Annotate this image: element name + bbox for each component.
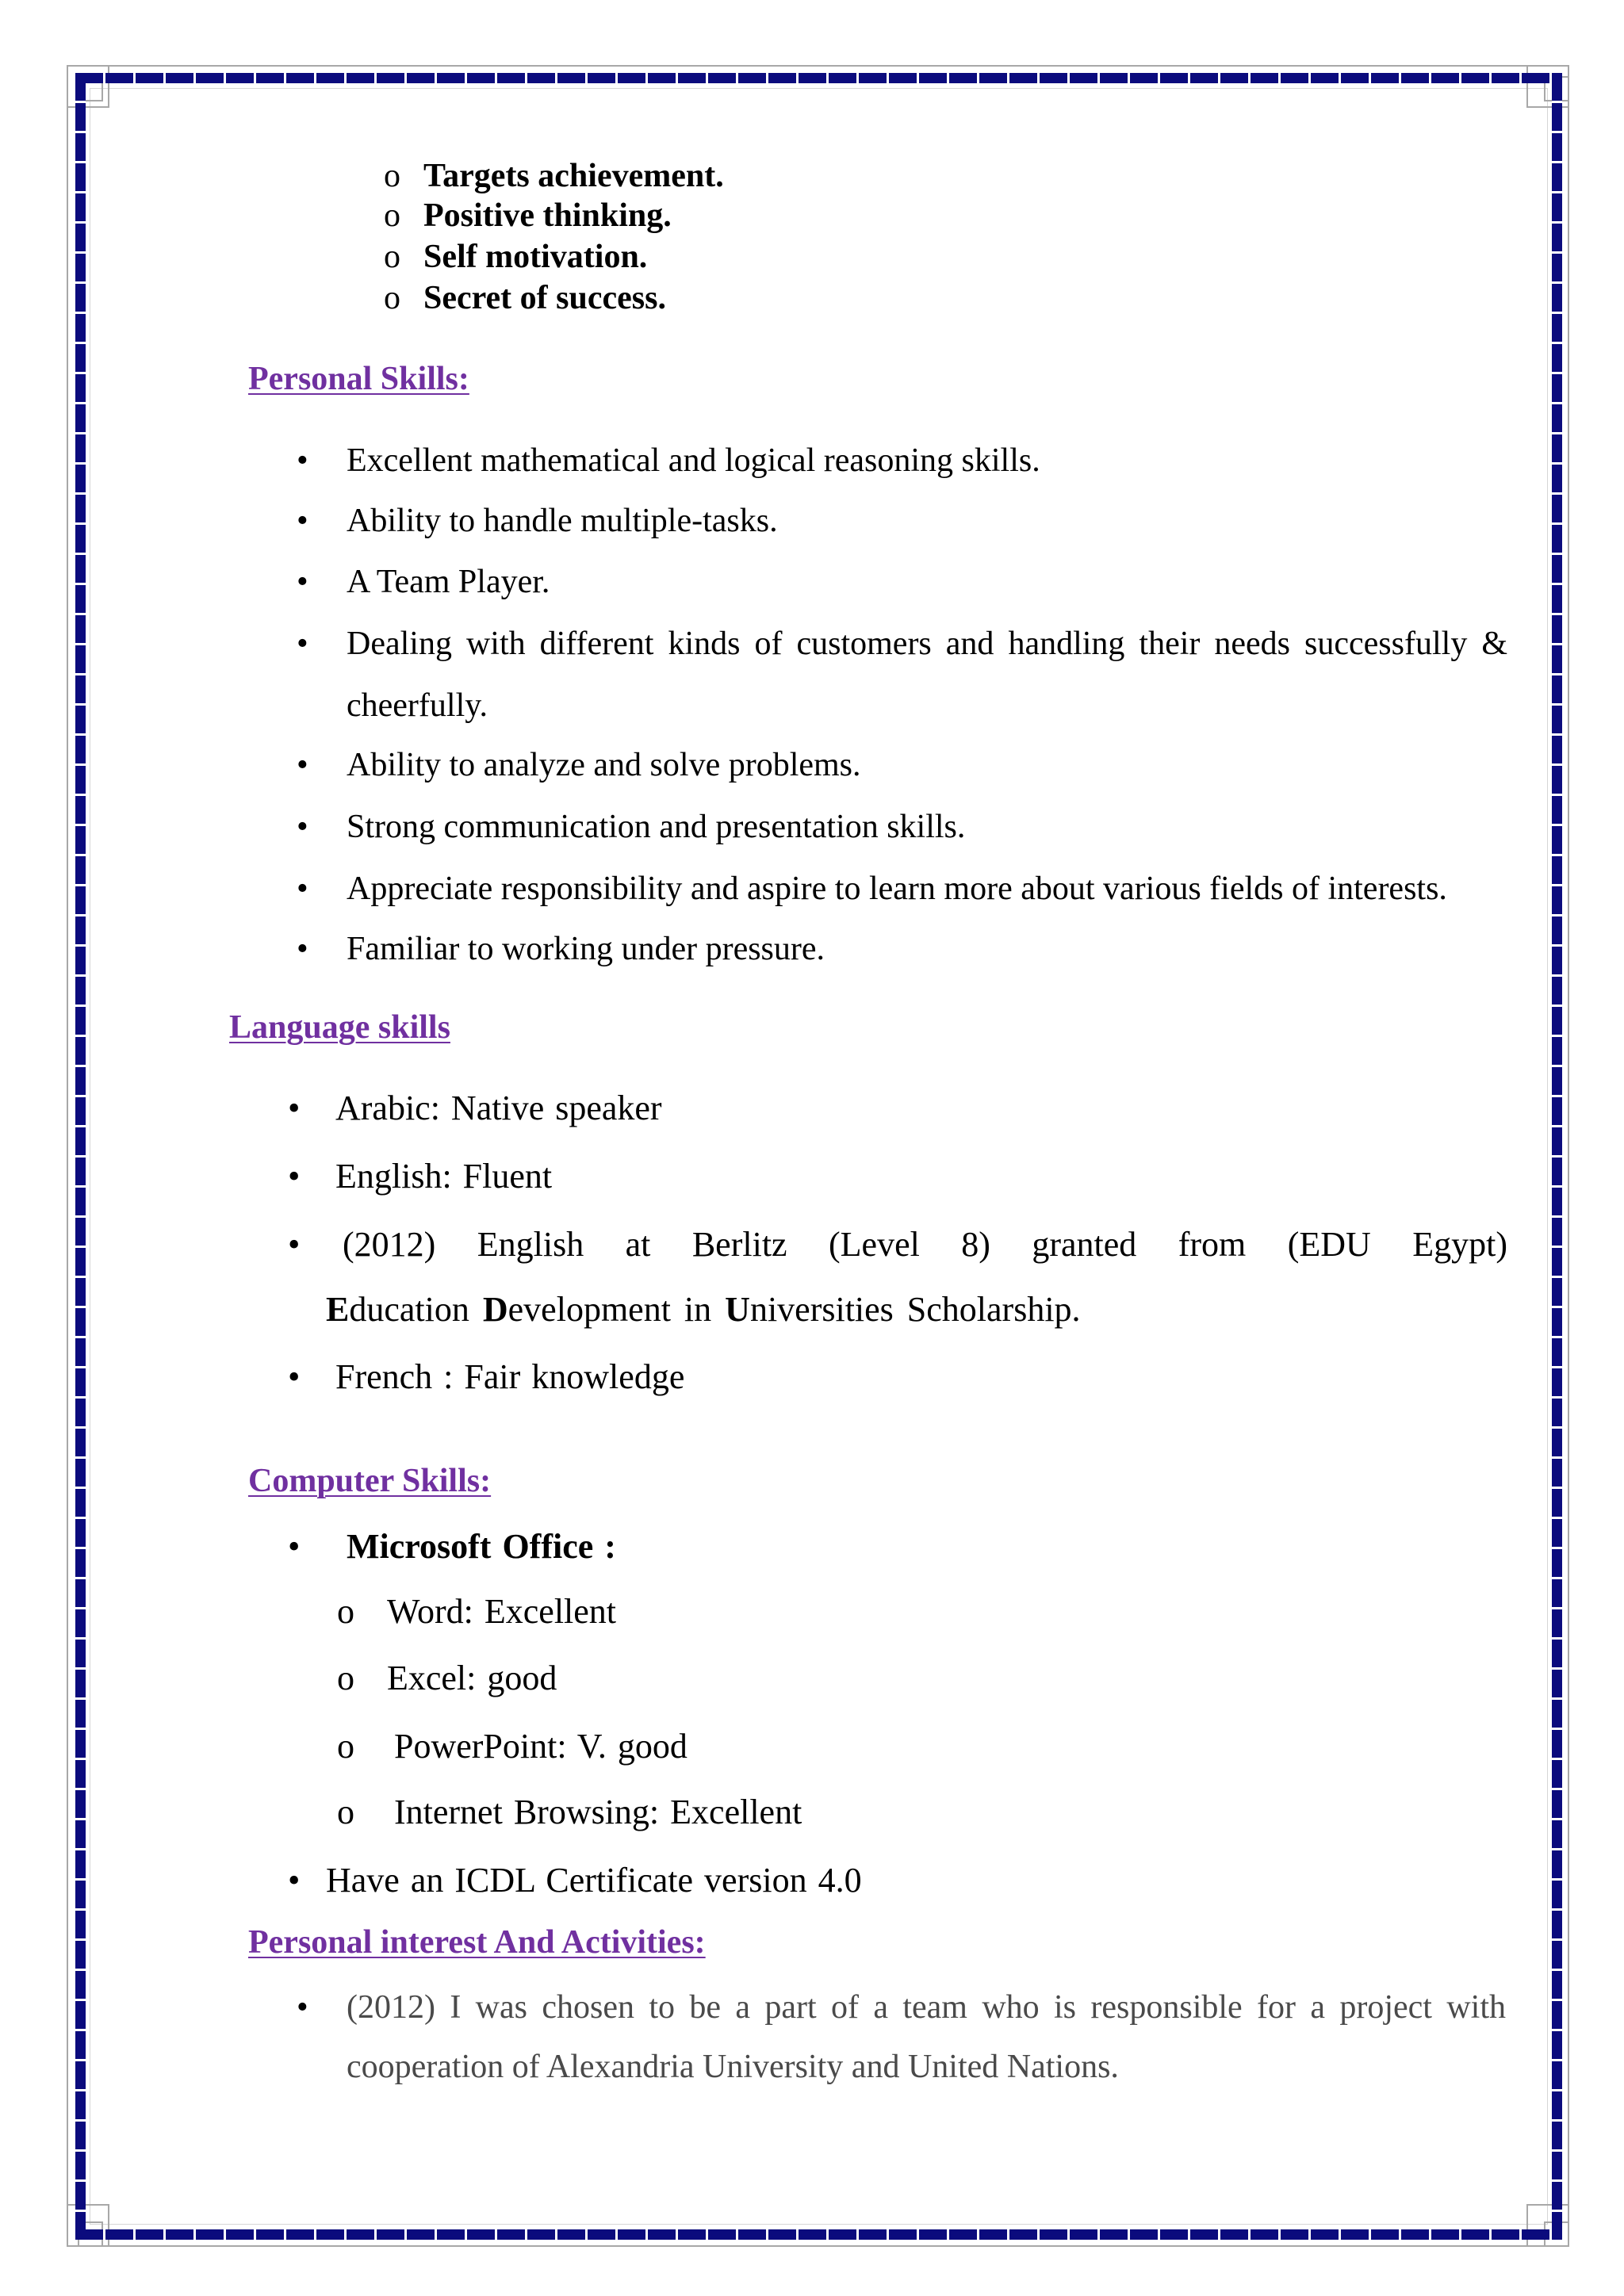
personal-skill-item: Ability to handle multiple-tasks. [347, 503, 778, 539]
bullet-circle-icon: o [337, 1659, 354, 1697]
language-item: French : Fair knowledge [335, 1357, 685, 1396]
goal-item: Positive thinking. [423, 197, 672, 234]
personal-skill-item: Excellent mathematical and logical reasoning skills. [347, 442, 1040, 479]
bullet-dot-icon: • [288, 1861, 301, 1900]
bullet-circle-icon: o [337, 1592, 354, 1631]
bullet-dot-icon: • [297, 503, 308, 539]
bullet-dot-icon: • [297, 442, 308, 479]
office-app-item: Word: Excellent [387, 1592, 617, 1631]
office-app-item: PowerPoint: V. good [394, 1727, 688, 1766]
bullet-circle-icon: o [384, 280, 400, 316]
bullet-dot-icon: • [297, 931, 308, 967]
interests-heading: Personal interest And Activities: [248, 1924, 706, 1961]
computer-skills-heading: Computer Skills: [248, 1463, 492, 1499]
word-fragment: evelopment in [508, 1290, 726, 1329]
office-app-item: Excel: good [387, 1659, 557, 1697]
language-item-continuation [326, 1290, 1081, 1330]
computer-skill-item: Microsoft Office : [347, 1527, 616, 1566]
personal-skill-item: Ability to analyze and solve problems. [347, 747, 861, 783]
word-fragment: niversities Scholarship. [749, 1290, 1081, 1329]
interest-item-continuation: cooperation of Alexandria University and United Nations. [347, 2049, 1119, 2085]
page-border-left [75, 73, 86, 2240]
initial-letter: E [326, 1290, 350, 1329]
interest-item: (2012) I was chosen to be a part of a team who is responsible for a project with [347, 1989, 1506, 2026]
language-item: Arabic: Native speaker [335, 1089, 662, 1127]
bullet-circle-icon: o [337, 1727, 354, 1766]
page-border-bottom [75, 2229, 1562, 2240]
computer-skill-item: Have an ICDL Certificate version 4.0 [326, 1861, 862, 1900]
page-border-right [1552, 73, 1562, 2240]
bullet-dot-icon: • [288, 1527, 301, 1566]
personal-skill-item: Familiar to working under pressure. [347, 931, 825, 967]
bullet-circle-icon: o [384, 239, 400, 275]
bullet-dot-icon: • [288, 1157, 301, 1196]
initial-letter: D [482, 1290, 508, 1329]
language-skills-heading: Language skills [229, 1009, 450, 1046]
bullet-dot-icon: • [288, 1357, 301, 1396]
bullet-dot-icon: • [297, 871, 308, 907]
bullet-dot-icon: • [297, 747, 308, 783]
bullet-circle-icon: o [384, 197, 400, 234]
bullet-dot-icon: • [288, 1225, 301, 1264]
office-app-item: Internet Browsing: Excellent [394, 1793, 802, 1831]
personal-skill-item: Strong communication and presentation skills. [347, 809, 966, 845]
page-border-top [75, 73, 1562, 83]
bullet-dot-icon: • [297, 564, 308, 600]
goal-item: Secret of success. [423, 280, 666, 316]
bullet-dot-icon: • [297, 626, 308, 662]
initial-letter: U [725, 1290, 750, 1329]
bullet-dot-icon: • [297, 809, 308, 845]
personal-skills-heading: Personal Skills: [248, 361, 469, 397]
bullet-dot-icon: • [297, 1989, 308, 2026]
language-item: (2012) English at Berlitz (Level 8) granted from (EDU Egypt) [343, 1225, 1507, 1264]
goal-item: Targets achievement. [423, 158, 724, 194]
bullet-circle-icon: o [337, 1793, 354, 1831]
goal-item: Self motivation. [423, 239, 648, 275]
language-item: English: Fluent [335, 1157, 553, 1196]
bullet-circle-icon: o [384, 158, 400, 194]
word-fragment: ducation [349, 1290, 483, 1329]
personal-skill-item: Dealing with different kinds of customers and handling their needs successfully & [347, 626, 1507, 662]
bullet-dot-icon: • [288, 1089, 301, 1127]
page-border-inner-line [90, 88, 1548, 2225]
personal-skill-item-continuation: cheerfully. [347, 687, 488, 724]
personal-skill-item: Appreciate responsibility and aspire to learn more about various fields of interests. [347, 871, 1447, 907]
personal-skill-item: A Team Player. [347, 564, 550, 600]
